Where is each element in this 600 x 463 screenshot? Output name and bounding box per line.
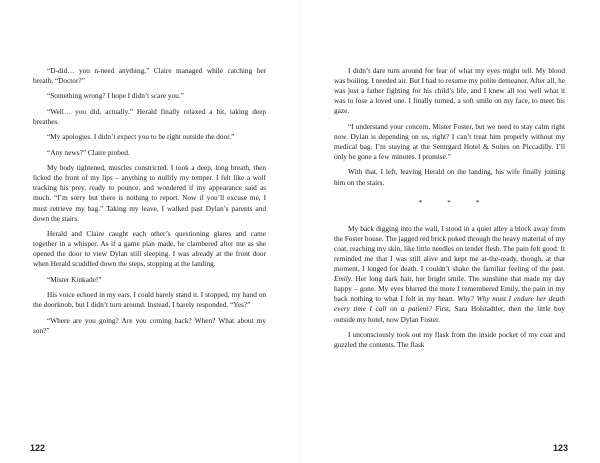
emphasis-name: Emily xyxy=(334,274,352,284)
paragraph: My body tightened, muscles constricted. I took a deep, long breath, then licked the front of my lips – anything to nullify my temper. I felt like a wolf tracking his prey, ready to pounce, and wondered if my appearance said as much. “I’m sorry but there is nothing to report. Now if you’ll excuse me, I must retrieve my bag.” Taking my leave, I walked past Dylan’s parents and down the stairs. xyxy=(33,163,266,223)
left-page-text xyxy=(33,66,266,341)
paragraph: “D-did… you n-need anything,” Claire managed while catching her breath, “Doctor?” xyxy=(33,66,266,86)
right-page-text xyxy=(334,66,565,355)
text-run: My back digging into the wall, I stood in a quiet alley a block away from the Foster house. The jagged red brick poked through the heavy material of my coat, reaching my skin, like little needles on tender flesh. The pain felt good. It reminded me that I was still alive and kept me at-the-ready, though, at that moment, I longed for death. I couldn’t shake the familiar feeling of the past. xyxy=(334,223,565,274)
emphasis-thought: Why? Why must I endure her death every time I call on a patient? xyxy=(334,294,565,314)
scene-break-star: * xyxy=(475,198,481,207)
paragraph: With that, I left, leaving Herald on the landing, his wife finally joining him on the stairs. xyxy=(334,167,565,187)
paragraph: I unconsciously took out my flask from the inside pocket of my coat and guzzled the contents. The flask xyxy=(334,329,565,350)
paragraph: “My apologies. I didn’t expect you to be right outside the door.” xyxy=(47,132,235,142)
paragraph: Herald and Claire caught each other’s questioning glares and came together in a whisper. As if a game plan made, he clambered after me as she opened the door to view Dylan still sleeping. I was already at the front door when Herald scuddled down the steps, stopping at the landing. xyxy=(33,229,266,269)
paragraph: His voice echoed in my ears. I could barely stand it. I stopped, my hand on the doorknob, but I didn’t turn around. Instead, I barely responded. “Yes?” xyxy=(33,290,266,310)
paragraph: “Any news?” Claire probed. xyxy=(47,147,130,157)
page-number: 122 xyxy=(30,443,46,453)
paragraph: “Mister Kinkade!” xyxy=(47,274,102,284)
right-page xyxy=(300,0,600,463)
text-run: First, Sara Holstadtler, then the little boy outside my hotel, now Dylan Foster. xyxy=(334,304,565,324)
paragraph: “Something wrong? I hope I didn’t scare you.” xyxy=(47,91,184,101)
scene-break-star: * xyxy=(418,198,424,207)
text-run: . Her long dark hair, her bright smile. The sunshine that made my day happy – gone. My eyes blurred the more I remembered Emily, the pain in my back nothing to what I felt in my heart. xyxy=(334,274,565,304)
paragraph: I didn’t dare turn around for fear of what my eyes might tell. My blood was boiling. I needed air. But I had to resume my polite demeanor. After all, he was just a father fighting for his child’s life, and I knew all too well what it was to lose a loved one. I finally turned, a soft smile on my face, to meet his gaze. xyxy=(334,66,565,116)
paragraph: “Well… you did, actually.” Herald finally relaxed a bit, taking deep breathes. xyxy=(33,106,266,126)
scene-break-star: * xyxy=(447,198,452,207)
scene-break xyxy=(334,198,565,208)
paragraph xyxy=(334,224,565,325)
paragraph: “Where are you going? Are you coming back? When? What about my son?” xyxy=(33,315,266,335)
page-number: 123 xyxy=(552,443,568,453)
paragraph: “I understand your concern, Mister Foster, but we need to stay calm right now. Dylan is depending on us, right? I can’t treat him properly without my medical bag. I’m staying at the Sentrgard Hotel & Suites on Piccadilly. I’ll only be gone a few minutes. I promise.” xyxy=(334,121,565,162)
